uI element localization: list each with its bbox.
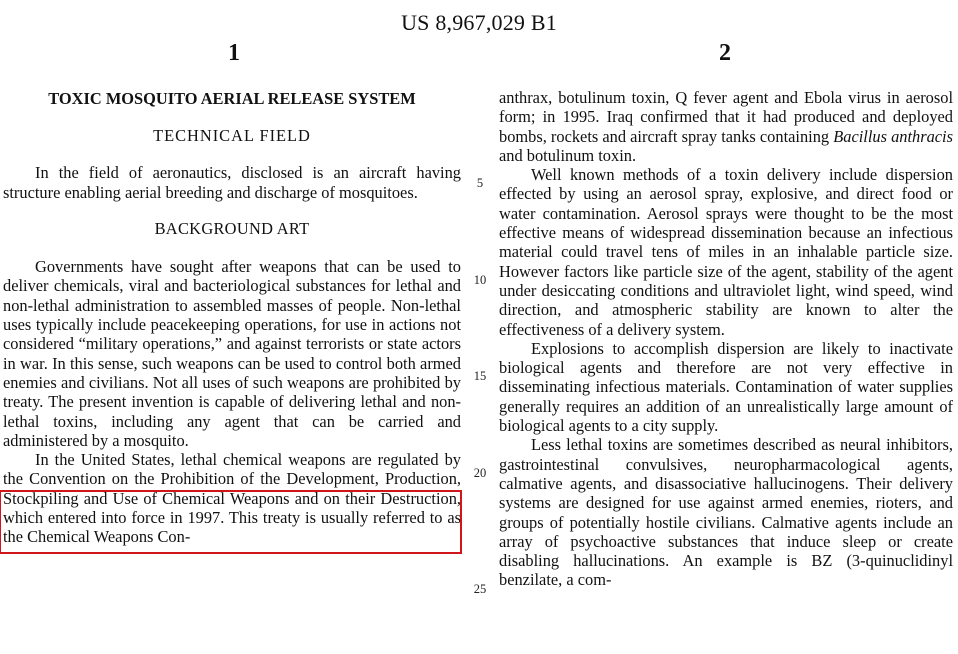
technical-field-paragraph: In the field of aeronautics, disclosed is an aircraft having structure enabling aerial breeding and discharge of mosquitoes. bbox=[3, 163, 461, 202]
bacillus-anthracis-italic: Bacillus anthracis bbox=[833, 126, 953, 146]
line-number-15: 15 bbox=[473, 369, 487, 383]
right-paragraph-1-tail: and botulinum toxin. bbox=[499, 145, 637, 165]
line-number-20: 20 bbox=[473, 466, 487, 480]
patent-number: US 8,967,029 B1 bbox=[401, 10, 557, 35]
column-number-left: 1 bbox=[228, 40, 240, 66]
column-number-right: 2 bbox=[719, 40, 731, 66]
background-art-heading: BACKGROUND ART bbox=[154, 218, 310, 238]
line-number-10: 10 bbox=[473, 273, 487, 287]
convention-paragraph: In the United States, lethal chemical weapons are regulated by the Convention on the Prohibition of the Development, Production, Stockpiling and Use of Chemical Weapons and on their Destruction, which entered into force in 1997. This treaty is usually referred to as the Chemical Weapons Con- bbox=[3, 450, 461, 547]
right-paragraph-4: Less lethal toxins are sometimes described as neural inhibitors, gastrointestinal convulsives, neuropharmacological agents, calmative agents, and disassociative hallucinogens. Their delivery systems are designed for use against armed enemies, rioters, and groups of potentially hostile civilians. Calmative agents include an array of psychoactive substances that induce sleep or create disabling hallucinations. An example is BZ (3-quinuclidinyl benzilate, a com- bbox=[499, 435, 953, 590]
right-column bbox=[499, 88, 953, 590]
right-paragraph-1 bbox=[499, 88, 953, 165]
line-number-5: 5 bbox=[476, 176, 484, 190]
line-number-25: 25 bbox=[473, 582, 487, 596]
technical-field-heading: TECHNICAL FIELD bbox=[153, 126, 311, 145]
left-column bbox=[3, 88, 461, 547]
document-title: TOXIC MOSQUITO AERIAL RELEASE SYSTEM bbox=[48, 89, 416, 108]
right-paragraph-3: Explosions to accomplish dispersion are likely to inactivate biological agents and therefore are not very effective in disseminating infectious materials. Contamination of water supplies generally requires an addition of an unrealistically large amount of biological agents to a city supply. bbox=[499, 338, 953, 436]
right-paragraph-1-lead: anthrax, botulinum toxin, Q fever agent and Ebola virus in aerosol form; in 1995. Iraq confirmed that it had produced and deployed bombs, rockets and aircraft spray tanks containing bbox=[499, 88, 953, 146]
right-paragraph-2: Well known methods of a toxin delivery include dispersion effected by using an aerosol spray, explosive, and direct food or water contamination. Aerosol sprays were thought to be the most effective means of widespread dissemination because an infectious material could travel tens of miles in an inhalable particle size. However factors like particle size of the agent, stability of the agent under desiccating conditions and ultraviolet light, wind speed, wind direction, and atmospheric stability are known to alter the effectiveness of a delivery system. bbox=[499, 165, 953, 339]
background-paragraph: Governments have sought after weapons that can be used to deliver chemicals, viral and bacteriological substances for lethal and non-lethal administration to assembled masses of people. Non-lethal uses typically include peacekeeping operations, for use in actions not considered “military operations,” and against terrorists or state actors in war. In this sense, such weapons can be used to control both armed enemies and civilians. Not all uses of such weapons are prohibited by treaty. The present invention is capable of delivering lethal and non-lethal toxins, including any agent that can be carried and administered by a mosquito. bbox=[3, 257, 461, 450]
